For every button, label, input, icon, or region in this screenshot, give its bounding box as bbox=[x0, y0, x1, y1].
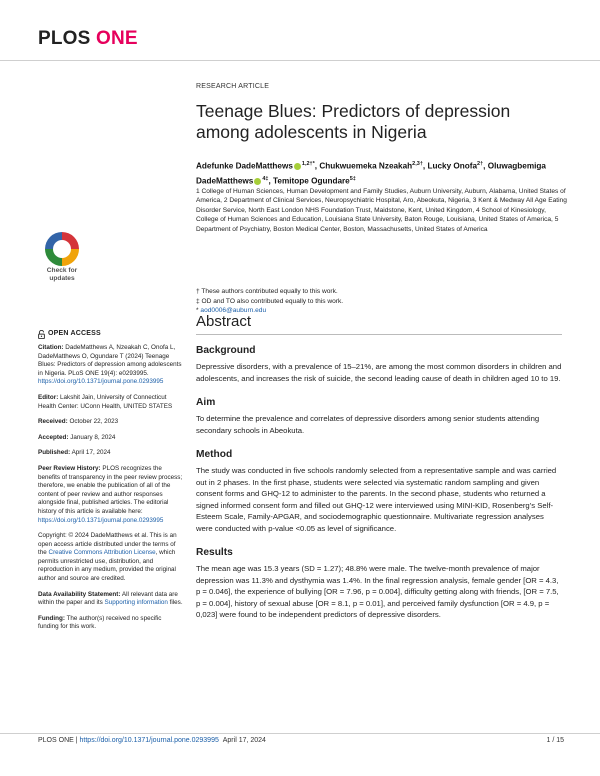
section-heading-background: Background bbox=[196, 345, 256, 356]
peer-review-history bbox=[38, 465, 183, 525]
license-link[interactable]: Creative Commons Attribution License bbox=[48, 549, 156, 557]
open-lock-icon bbox=[38, 330, 45, 339]
copyright-text: Copyright: © 2024 DadeMatthews et al. This is an open access article distributed under the terms of the bbox=[38, 532, 177, 557]
author-affil-sup: 1,2†* bbox=[301, 161, 315, 167]
peer-review-link[interactable]: https://doi.org/10.1371/journal.pone.0293995 bbox=[38, 516, 164, 524]
author-name: Chukwuemeka Nzeakah bbox=[319, 161, 413, 171]
logo-one: ONE bbox=[96, 28, 138, 49]
badge-line: Check for bbox=[46, 267, 78, 274]
received-label: Received: bbox=[38, 418, 68, 426]
citation-text: DadeMatthews A, Nzeakah C, Onofa L, DadeMatthews O, Ogundare T (2024) Teenage Blues: Predictors of depression among adolescents in Nigeria. PLoS ONE 19(4): e0293995. bbox=[38, 344, 182, 377]
published-value: April 17, 2024 bbox=[70, 449, 111, 457]
section-text-method: The study was conducted in five schools randomly selected from a representative sample and was carried out in 2 phases. In the first phase, students were selected via systematic random sampling and given consent forms and GHQ-12 to administer to the parents. In the second phase, students who returned a signed informed consent form and filled out GHQ-12 were interviewed using MINI-KID, Rosenberg’s Self-Esteem Scale, Family-APGAR, and sociodemographic questionnaire. Multivariate regression analyses were conducted with p-value <0.05 as level of significance. bbox=[196, 466, 557, 533]
funding bbox=[38, 615, 183, 632]
email-link[interactable]: aod0006@auburn.edu bbox=[200, 307, 267, 314]
footer-divider bbox=[0, 733, 600, 734]
data-availability-text: All relevant data are within the paper and its bbox=[38, 590, 178, 607]
affiliations: 1 College of Human Sciences, Human Development and Family Studies, Auburn University, Auburn, Alabama, United States of America, 2 Department of Clinical Services, Neuropsychiatric Hospital, Aro, Abeokuta, Nigeria, 3 Kent & Medway All Age Eating Disorder Service, North East London NHS Foundation Trust, Maidstone, Kent, United Kingdom, 4 School of Kinesiology, College of Human Sciences and Education, Louisiana State University, Baton Rouge, Louisiana, United States of America, 5 Department of Psychiatry, Boston Medical Center, Boston, Massachusetts, United States of America bbox=[196, 188, 567, 233]
equal-contribution-note: ‡ OD and TO also contributed equally to this work. bbox=[196, 297, 344, 305]
author-name: Lucky Onofa bbox=[427, 161, 478, 171]
abstract-body bbox=[196, 345, 562, 634]
footer-date: April 17, 2024 bbox=[222, 737, 266, 744]
article-type: RESEARCH ARTICLE bbox=[196, 83, 270, 90]
abstract-divider bbox=[196, 334, 562, 335]
author-affil-sup: 5‡ bbox=[349, 175, 356, 182]
equal-contribution-note: † These authors contributed equally to this work. bbox=[196, 288, 338, 295]
editor-text: Lakshit Jain, University of Connecticut Health Center: UConn Health, UNITED STATES bbox=[38, 393, 173, 410]
open-access-label bbox=[38, 330, 183, 339]
page-number: 1 / 15 bbox=[546, 737, 564, 744]
published-label: Published: bbox=[38, 449, 71, 457]
accepted-label: Accepted: bbox=[38, 433, 69, 441]
check-for-updates-badge[interactable] bbox=[38, 232, 86, 288]
data-availability bbox=[38, 591, 183, 608]
logo-plos: PLOS bbox=[38, 28, 91, 49]
peer-review-label: Peer Review History: bbox=[38, 464, 101, 472]
author-notes bbox=[196, 287, 556, 316]
citation-doi-link[interactable]: https://doi.org/10.1371/journal.pone.0293995 bbox=[38, 378, 164, 386]
author-name: Adefunke DadeMatthews bbox=[196, 161, 293, 171]
editor-label: Editor: bbox=[38, 393, 59, 401]
section-text-results: The mean age was 15.3 years (SD = 1.27); 48.8% were male. The twelve-month prevalence of major depression was 11.3% and dysthymia was 1.4%. In the final regression analysis, female gender [OR = 4.3, p = 0.046], the experience of bullying [OR = 7.96, p = 0.004], difficulty getting along with friends, [OR = 7.5, p = 0.004], history of sexual abuse [OR = 8.1, p = 0.01], and perceived family dysfunction [OR = 4.9, p = 0,023] were found to be independent predictors of depressive disorders. bbox=[196, 564, 559, 619]
author-affil-sup: 2† bbox=[477, 161, 484, 167]
article-sidebar bbox=[38, 330, 183, 639]
data-availability-label: Data Availability Statement: bbox=[38, 590, 121, 598]
funding-label: Funding: bbox=[38, 614, 65, 622]
footer-doi-link[interactable]: https://doi.org/10.1371/journal.pone.0293995 bbox=[79, 737, 219, 744]
supporting-info-link[interactable]: Supporting information bbox=[104, 599, 168, 607]
article-title: Teenage Blues: Predictors of depression among adolescents in Nigeria bbox=[196, 101, 511, 142]
open-access-text: OPEN ACCESS bbox=[48, 330, 101, 338]
section-text-aim: To determine the prevalence and correlates of depressive disorders among senior students attending secondary schools in Abeokuta. bbox=[196, 414, 540, 435]
received-date bbox=[38, 418, 183, 427]
journal-logo[interactable] bbox=[38, 28, 138, 50]
accepted-value: January 8, 2024 bbox=[68, 433, 116, 441]
footer-citation bbox=[38, 737, 266, 744]
funding-text: The author(s) received no specific funding for this work. bbox=[38, 614, 162, 631]
badge-label bbox=[38, 267, 86, 283]
editor bbox=[38, 394, 183, 411]
section-heading-method: Method bbox=[196, 449, 233, 460]
badge-line: updates bbox=[49, 275, 75, 282]
accepted-date bbox=[38, 434, 183, 443]
section-heading-results: Results bbox=[196, 547, 233, 558]
peer-review-text: PLOS recognizes the benefits of transparency in the peer review process; therefore, we enable the publication of all of the content of peer review and author responses alongside final, published articles. The editorial history of this article is available here: bbox=[38, 464, 183, 515]
author-name: Oluwagbemiga DadeMatthews bbox=[196, 161, 546, 186]
citation-label: Citation: bbox=[38, 344, 64, 351]
footer-journal: PLOS ONE bbox=[38, 737, 74, 744]
citation bbox=[38, 344, 183, 387]
copyright-text: , which permits unrestricted use, distribution, and reproduction in any medium, provided the original author and source are credited. bbox=[38, 549, 176, 583]
footer-separator: | bbox=[73, 737, 80, 744]
data-availability-text: files. bbox=[167, 599, 183, 607]
crossmark-icon bbox=[45, 232, 79, 266]
author-list: Adefunke DadeMatthews $^{1,2\dagger*}$, Chukwuemeka Nzeakah$^{2,3\dagger}$, Lucky Onofa$^{2\dagger}$, Oluwagbemiga DadeMatthews $^{4\ddagger}$, Temitope Ogundare$^{5\ddagger}$ bbox=[196, 161, 546, 186]
orcid-icon[interactable] bbox=[254, 178, 261, 185]
email-marker: * bbox=[196, 307, 201, 314]
author-affil-sup: 4‡ bbox=[262, 175, 269, 182]
published-date bbox=[38, 449, 183, 458]
header-divider bbox=[0, 60, 600, 61]
orcid-icon[interactable] bbox=[294, 163, 301, 170]
section-heading-aim: Aim bbox=[196, 397, 216, 408]
author-affil-sup: 2,3† bbox=[412, 161, 423, 167]
section-text-background: Depressive disorders, with a prevalence of 15–21%, are among the most common disorders in children and adolescents, and increases the risk of suicide, the second leading cause of death in children aged 10 to 19. bbox=[196, 362, 562, 383]
copyright bbox=[38, 532, 183, 584]
author-name: Temitope Ogundare bbox=[273, 176, 350, 186]
page-footer bbox=[38, 737, 564, 744]
abstract-heading: Abstract bbox=[196, 313, 252, 330]
received-value: October 22, 2023 bbox=[67, 418, 119, 426]
